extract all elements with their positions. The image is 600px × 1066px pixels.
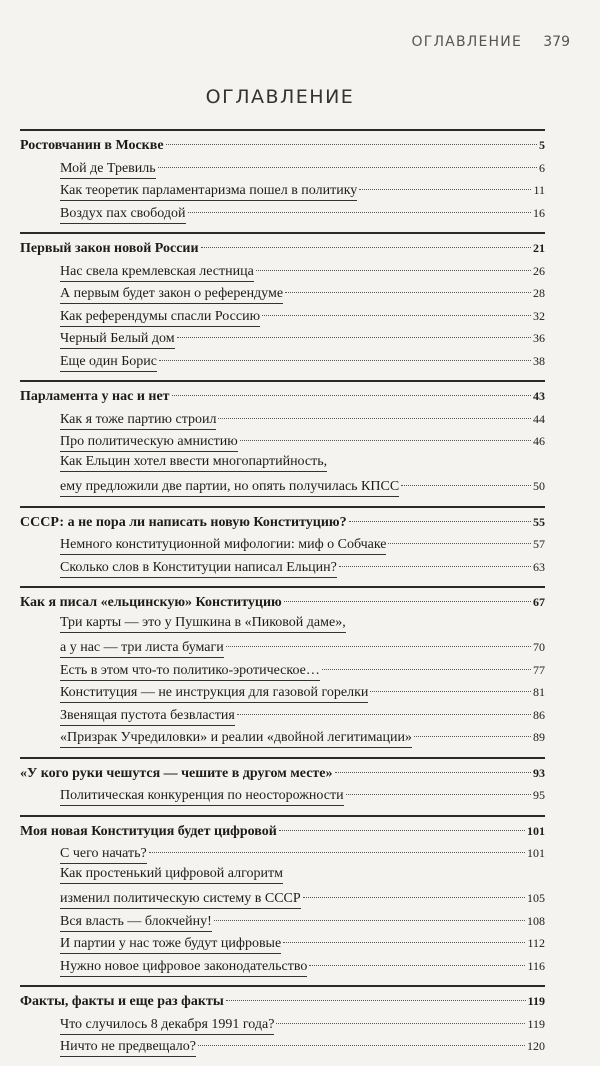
chapter-entry-page: 21 bbox=[533, 241, 545, 255]
dot-leader bbox=[198, 1045, 525, 1046]
dot-leader bbox=[388, 543, 531, 544]
subsection-entry-title: Сколько слов в Конституции написал Ельцин? bbox=[60, 559, 337, 578]
chapter-entry-page: 119 bbox=[527, 994, 545, 1008]
subsection-entry[interactable] bbox=[20, 350, 545, 373]
subsection-entry-page: 38 bbox=[533, 353, 545, 368]
dot-leader bbox=[401, 485, 531, 486]
chapter-entry-title: «У кого руки чешутся — чешите в другом месте» bbox=[20, 765, 333, 781]
subsection-entry-page: 32 bbox=[533, 308, 545, 323]
dot-leader bbox=[226, 646, 531, 647]
subsection-entry-page: 105 bbox=[527, 891, 545, 905]
chapter-entry-title: Ростовчанин в Москве bbox=[20, 138, 164, 153]
toc-section bbox=[20, 985, 545, 1058]
subsection-entry[interactable] bbox=[20, 157, 545, 180]
subsection-entry-page: 50 bbox=[533, 479, 545, 493]
page-title: ОГЛАВЛЕНИЕ bbox=[205, 86, 355, 108]
subsection-entry-title: Конституция — не инструкция для газовой горелки bbox=[60, 684, 368, 703]
subsection-entry[interactable] bbox=[20, 865, 545, 888]
subsection-entry[interactable] bbox=[20, 614, 545, 637]
subsection-entry[interactable] bbox=[20, 659, 545, 682]
subsection-entry-title: Немного конституционной мифологии: миф о Собчаке bbox=[60, 536, 386, 555]
subsection-entry[interactable] bbox=[20, 430, 545, 453]
subsection-entry-title: Нужно новое цифровое законодательство bbox=[60, 958, 307, 977]
chapter-entry[interactable] bbox=[20, 990, 545, 1013]
chapter-entry[interactable] bbox=[20, 237, 545, 260]
subsection-entry[interactable] bbox=[20, 726, 545, 749]
dot-leader bbox=[240, 440, 531, 441]
subsection-entry[interactable] bbox=[20, 408, 545, 431]
dot-leader bbox=[237, 714, 531, 715]
subsection-entry-title: Как простенький цифровой алгоритм bbox=[60, 865, 283, 884]
chapter-entry[interactable] bbox=[20, 591, 545, 614]
subsection-entry[interactable] bbox=[20, 260, 545, 283]
subsection-entry-title: Звенящая пустота безвластия bbox=[60, 707, 235, 726]
subsection-entry[interactable] bbox=[20, 305, 545, 328]
subsection-entry-title: Воздух пах свободой bbox=[60, 205, 186, 224]
subsection-entry[interactable] bbox=[20, 453, 545, 476]
subsection-entry-page: 46 bbox=[533, 434, 545, 448]
chapter-entry-page: 93 bbox=[533, 765, 545, 780]
chapter-entry[interactable] bbox=[20, 385, 545, 408]
dot-leader bbox=[284, 601, 531, 602]
subsection-entry-page: 77 bbox=[533, 662, 545, 677]
subsection-entry[interactable] bbox=[20, 327, 545, 350]
toc-section bbox=[20, 232, 545, 372]
subsection-entry[interactable] bbox=[20, 179, 545, 202]
subsection-entry-page: 120 bbox=[527, 1039, 545, 1053]
subsection-entry-page: 95 bbox=[533, 788, 545, 802]
subsection-entry-title: ему предложили две партии, но опять получилась КПСС bbox=[60, 478, 399, 497]
subsection-entry[interactable] bbox=[20, 556, 545, 579]
chapter-entry-page: 43 bbox=[533, 389, 545, 403]
dot-leader bbox=[285, 292, 531, 293]
running-title: ОГЛАВЛЕНИЕ bbox=[411, 34, 522, 50]
subsection-entry-title: И партии у нас тоже будут цифровые bbox=[60, 935, 281, 954]
dot-leader bbox=[218, 418, 531, 419]
subsection-entry-title: Вся власть — блокчейну! bbox=[60, 913, 212, 932]
chapter-entry-title: Факты, факты и еще раз факты bbox=[20, 994, 224, 1009]
dot-leader bbox=[201, 247, 531, 248]
chapter-entry-page: 101 bbox=[527, 823, 545, 838]
subsection-entry[interactable] bbox=[20, 636, 545, 659]
subsection-entry[interactable] bbox=[20, 202, 545, 225]
chapter-entry-title: Парламента у нас и нет bbox=[20, 389, 170, 404]
subsection-entry[interactable] bbox=[20, 681, 545, 704]
chapter-entry-title: Моя новая Конституция будет цифровой bbox=[20, 823, 277, 839]
subsection-entry-title: а у нас — три листа бумаги bbox=[60, 639, 224, 658]
page-number: 379 bbox=[543, 34, 570, 50]
dot-leader bbox=[414, 736, 531, 737]
subsection-entry-title: Еще один Борис bbox=[60, 353, 157, 372]
subsection-entry-title: А первым будет закон о референдуме bbox=[60, 285, 283, 304]
subsection-entry-page: 36 bbox=[533, 331, 545, 345]
toc-section bbox=[20, 380, 545, 498]
subsection-entry-page: 26 bbox=[533, 263, 545, 278]
subsection-entry-title: Есть в этом что-то политико-эротическое… bbox=[60, 662, 320, 681]
chapter-entry-page: 55 bbox=[533, 514, 545, 529]
dot-leader bbox=[177, 337, 531, 338]
dot-leader bbox=[226, 1000, 526, 1001]
subsection-entry-title: Нас свела кремлевская лестница bbox=[60, 263, 254, 282]
dot-leader bbox=[335, 772, 532, 773]
subsection-entry-page: 70 bbox=[533, 640, 545, 654]
dot-leader bbox=[370, 691, 531, 692]
table-of-contents bbox=[20, 129, 545, 1066]
toc-section bbox=[20, 757, 545, 807]
dot-leader bbox=[346, 794, 531, 795]
subsection-entry-title: Мой де Тревиль bbox=[60, 160, 156, 179]
running-head bbox=[0, 34, 600, 54]
subsection-entry-title: Что случилось 8 декабря 1991 года? bbox=[60, 1016, 274, 1035]
subsection-entry-title: Политическая конкуренция по неосторожности bbox=[60, 787, 344, 806]
subsection-entry-page: 89 bbox=[533, 730, 545, 744]
subsection-entry[interactable] bbox=[20, 842, 545, 865]
chapter-entry[interactable] bbox=[20, 762, 545, 785]
subsection-entry-page: 57 bbox=[533, 537, 545, 551]
subsection-entry[interactable] bbox=[20, 932, 545, 955]
chapter-entry-title: СССР: а не пора ли написать новую Конституцию? bbox=[20, 514, 347, 530]
subsection-entry-page: 101 bbox=[527, 846, 545, 860]
dot-leader bbox=[359, 189, 531, 190]
subsection-entry-page: 11 bbox=[533, 183, 545, 197]
subsection-entry[interactable] bbox=[20, 1035, 545, 1058]
dot-leader bbox=[339, 566, 531, 567]
subsection-entry[interactable] bbox=[20, 955, 545, 978]
subsection-entry[interactable] bbox=[20, 282, 545, 305]
dot-leader bbox=[349, 521, 531, 522]
chapter-entry[interactable] bbox=[20, 820, 545, 843]
dot-leader bbox=[159, 360, 531, 361]
dot-leader bbox=[166, 144, 537, 145]
subsection-entry-page: 108 bbox=[527, 913, 545, 928]
subsection-entry-page: 112 bbox=[527, 936, 545, 950]
dot-leader bbox=[172, 395, 531, 396]
chapter-entry-page: 67 bbox=[533, 595, 545, 609]
subsection-entry-title: Как Ельцин хотел ввести многопартийность, bbox=[60, 453, 327, 472]
subsection-entry-title: Как референдумы спасли Россию bbox=[60, 308, 260, 327]
dot-leader bbox=[188, 212, 531, 213]
subsection-entry[interactable] bbox=[20, 704, 545, 727]
subsection-entry[interactable] bbox=[20, 475, 545, 498]
subsection-entry-title: «Призрак Учредиловки» и реалии «двойной легитимации» bbox=[60, 729, 412, 748]
subsection-entry-title: Три карты — это у Пушкина в «Пиковой даме», bbox=[60, 614, 346, 633]
subsection-entry-page: 16 bbox=[533, 205, 545, 220]
dot-leader bbox=[303, 897, 525, 898]
subsection-entry-title: Черный Белый дом bbox=[60, 330, 175, 349]
dot-leader bbox=[158, 167, 537, 168]
subsection-entry[interactable] bbox=[20, 784, 545, 807]
subsection-entry-title: С чего начать? bbox=[60, 845, 147, 864]
subsection-entry-page: 28 bbox=[533, 286, 545, 300]
subsection-entry-page: 63 bbox=[533, 559, 545, 574]
subsection-entry-title: Ничто не предвещало? bbox=[60, 1038, 196, 1057]
subsection-entry-title: изменил политическую систему в СССР bbox=[60, 890, 301, 909]
dot-leader bbox=[309, 965, 525, 966]
subsection-entry-title: Про политическую амнистию bbox=[60, 433, 238, 452]
subsection-entry-page: 6 bbox=[539, 160, 545, 175]
dot-leader bbox=[256, 270, 531, 271]
subsection-entry-page: 86 bbox=[533, 707, 545, 722]
chapter-entry[interactable] bbox=[20, 134, 545, 157]
chapter-entry-title: Как я писал «ельцинскую» Конституцию bbox=[20, 595, 282, 610]
dot-leader bbox=[283, 942, 525, 943]
dot-leader bbox=[214, 920, 525, 921]
subsection-entry-page: 81 bbox=[533, 685, 545, 699]
chapter-entry-title: Первый закон новой России bbox=[20, 241, 199, 256]
dot-leader bbox=[276, 1023, 525, 1024]
dot-leader bbox=[149, 852, 525, 853]
chapter-entry-page: 5 bbox=[539, 138, 545, 152]
dot-leader bbox=[279, 830, 525, 831]
subsection-entry-title: Как я тоже партию строил bbox=[60, 411, 216, 430]
subsection-entry-page: 44 bbox=[533, 411, 545, 426]
toc-section bbox=[20, 129, 545, 224]
subsection-entry[interactable] bbox=[20, 887, 545, 910]
dot-leader bbox=[322, 669, 531, 670]
subsection-entry[interactable] bbox=[20, 1013, 545, 1036]
toc-section bbox=[20, 506, 545, 579]
toc-section bbox=[20, 815, 545, 978]
subsection-entry[interactable] bbox=[20, 910, 545, 933]
dot-leader bbox=[262, 315, 531, 316]
subsection-entry-page: 119 bbox=[527, 1016, 545, 1031]
subsection-entry-page: 116 bbox=[527, 958, 545, 973]
subsection-entry-title: Как теоретик парламентаризма пошел в политику bbox=[60, 182, 357, 201]
chapter-entry[interactable] bbox=[20, 511, 545, 534]
subsection-entry[interactable] bbox=[20, 533, 545, 556]
toc-section bbox=[20, 586, 545, 749]
